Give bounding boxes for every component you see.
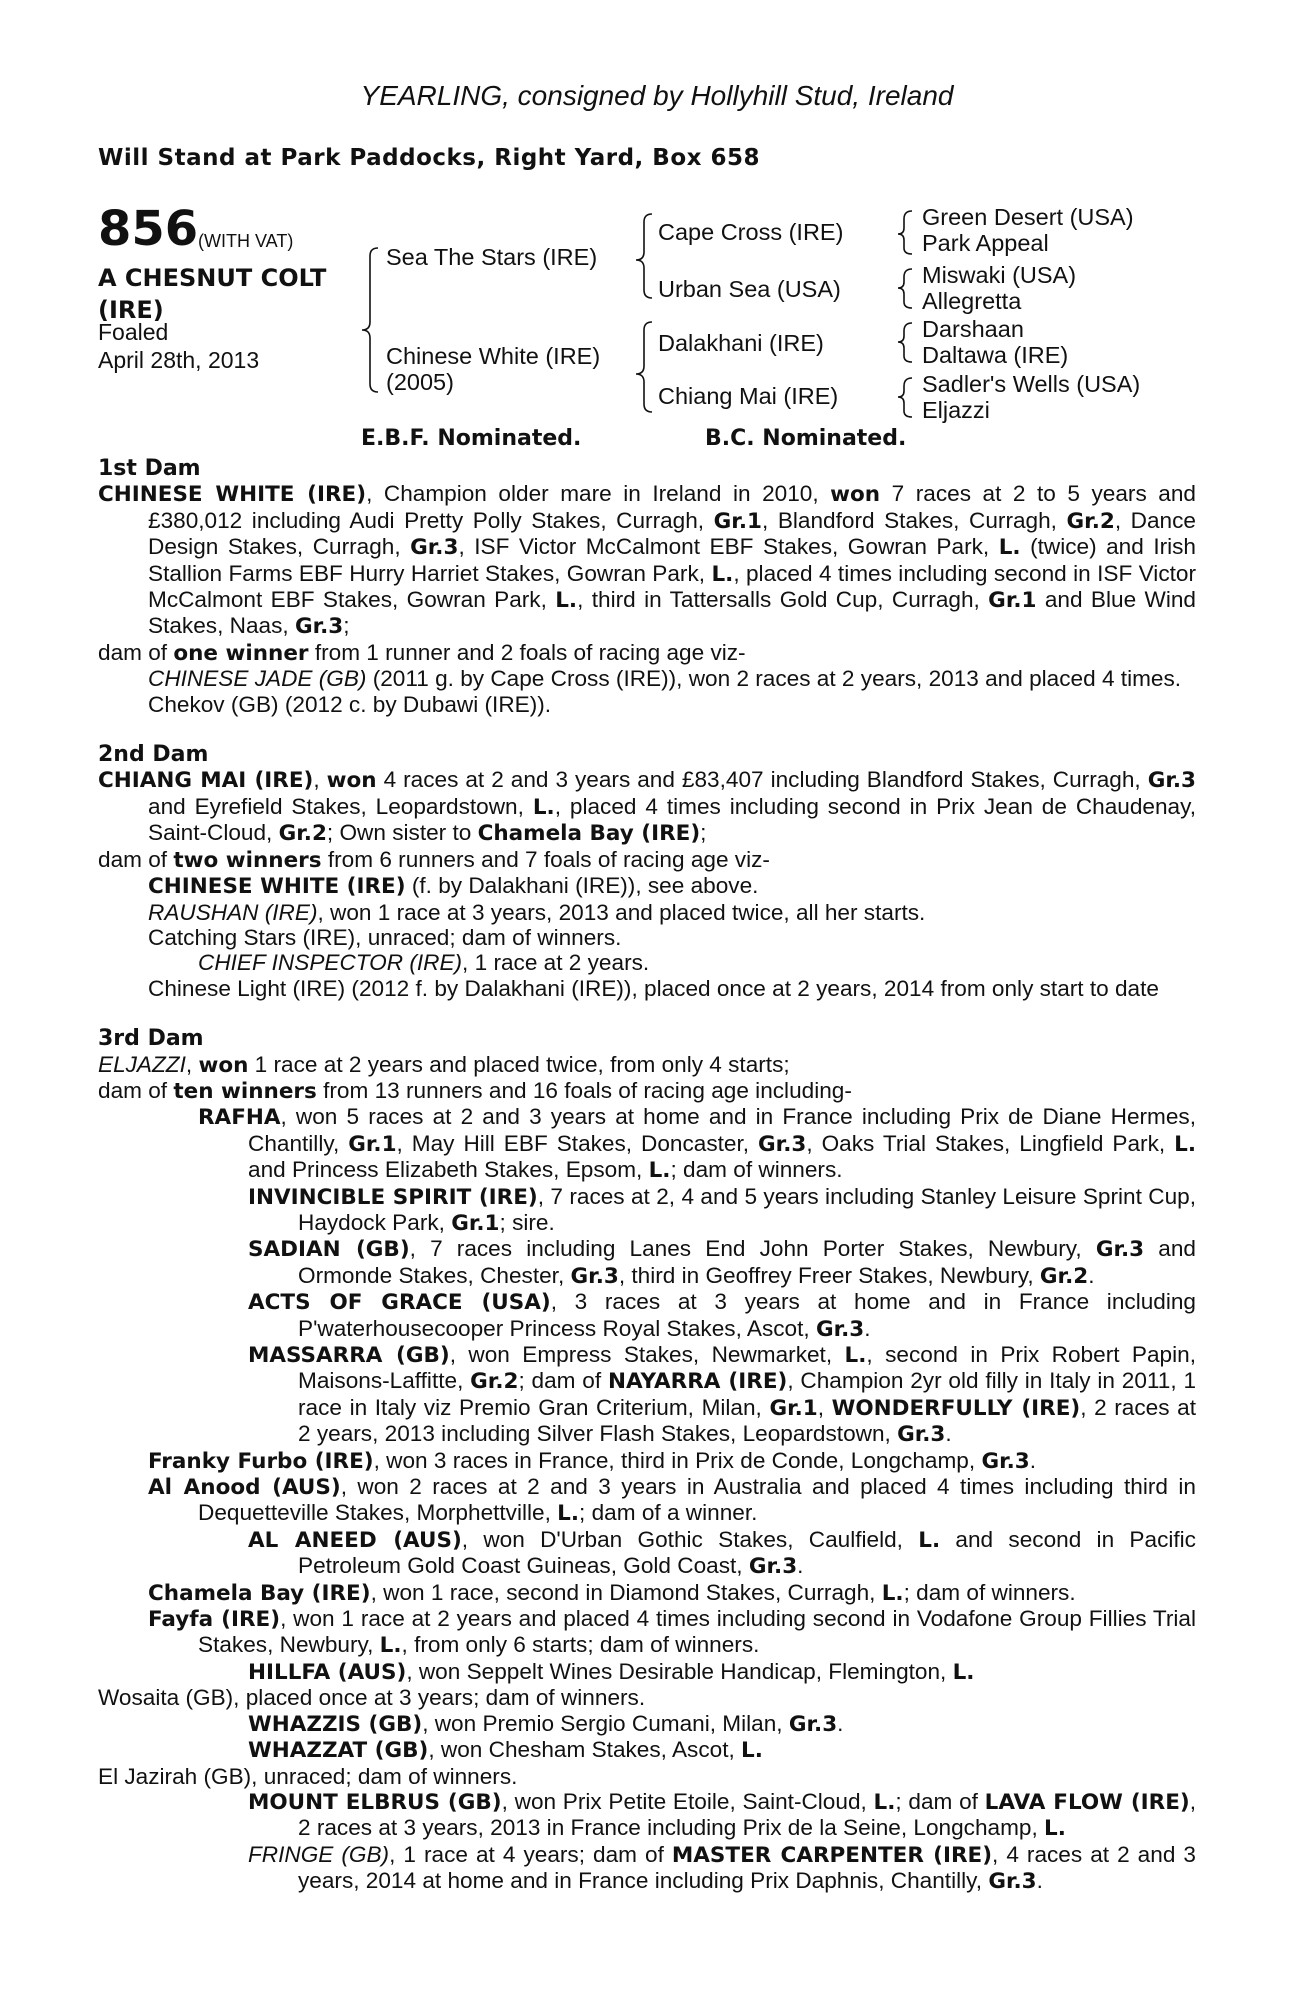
vat-note: (WITH VAT) <box>198 231 294 251</box>
second-dam-produce-summary: dam of two winners from 6 runners and 7 foals of racing age viz- <box>98 846 770 873</box>
sire-dam-name: Urban Sea (USA) <box>658 276 841 302</box>
first-dam-produce-summary: dam of one winner from 1 runner and 2 foals of racing age viz- <box>98 639 746 666</box>
produce-entry: Wosaita (GB), placed once at 3 years; dam of winners. <box>98 1685 646 1711</box>
produce-entry: CHINESE WHITE (IRE) (f. by Dalakhani (IRE)), see above. <box>148 873 759 900</box>
second-dam-record: CHIANG MAI (IRE), won 4 races at 2 and 3 years and £83,407 including Blandford Stakes, Curragh, Gr.3 and Eyrefield Stakes, Leopardstown, L., placed 4 times including second in Prix Jean de Chaudenay, Saint-Cloud, Gr.2; Own sister to Chamela Bay (IRE); <box>98 767 1196 847</box>
second-dam-heading: 2nd Dam <box>98 742 209 768</box>
produce-entry: SADIAN (GB), 7 races including Lanes End John Porter Stakes, Newbury, Gr.3 and Ormonde Stakes, Chester, Gr.3, third in Geoffrey Freer Stakes, Newbury, Gr.2. <box>248 1236 1196 1289</box>
produce-entry: Chekov (GB) (2012 c. by Dubawi (IRE)). <box>148 691 552 717</box>
produce-entry: WHAZZIS (GB), won Premio Sergio Cumani, Milan, Gr.3. <box>248 1710 844 1737</box>
grandparent-name: Park Appeal <box>922 230 1049 256</box>
sire-name: Sea The Stars (IRE) <box>386 244 598 270</box>
grandparent-name: Allegretta <box>922 288 1022 314</box>
produce-entry: HILLFA (AUS), won Seppelt Wines Desirable Handicap, Flemington, L. <box>248 1658 975 1685</box>
produce-entry: FRINGE (GB), 1 race at 4 years; dam of MASTER CARPENTER (IRE), 4 races at 2 and 3 years, 2014 at home and in France including Prix Daphnis, Chantilly, Gr.3. <box>248 1841 1196 1895</box>
pedigree-notes <box>98 456 1196 1895</box>
bc-nominated: B.C. Nominated. <box>705 426 907 451</box>
bracket-g3 <box>898 323 912 362</box>
bracket-sire <box>636 214 652 298</box>
produce-entry: MOUNT ELBRUS (GB), won Prix Petite Etoile, Saint-Cloud, L.; dam of LAVA FLOW (IRE), 2 races at 3 years, 2013 in France including Prix de la Seine, Longchamp, L. <box>248 1788 1196 1842</box>
bracket-g4 <box>898 378 912 417</box>
produce-entry: Catching Stars (IRE), unraced; dam of winners. <box>148 924 622 950</box>
bracket-g1 <box>898 211 912 254</box>
third-dam-heading: 3rd Dam <box>98 1026 204 1052</box>
bracket-dam <box>636 322 652 412</box>
grandparent-name: Eljazzi <box>922 397 990 423</box>
first-dam-heading: 1st Dam <box>98 456 201 481</box>
lot-number: 856 <box>98 201 199 257</box>
produce-entry: Chinese Light (IRE) (2012 f. by Dalakhani (IRE)), placed once at 2 years, 2014 from only start to date <box>148 975 1159 1001</box>
produce-entry: El Jazirah (GB), unraced; dam of winners. <box>98 1763 518 1789</box>
consignor-title: YEARLING, consigned by Hollyhill Stud, Ireland <box>360 80 954 111</box>
dam-sire-name: Dalakhani (IRE) <box>658 330 824 356</box>
foaled-label: Foaled <box>98 319 169 345</box>
grandparent-name: Green Desert (USA) <box>922 204 1134 230</box>
produce-entry: INVINCIBLE SPIRIT (IRE), 7 races at 2, 4 and 5 years including Stanley Leisure Sprint Cup, Haydock Park, Gr.1; sire. <box>248 1183 1196 1236</box>
produce-entry: CHIEF INSPECTOR (IRE), 1 race at 2 years. <box>198 950 650 976</box>
bracket-sire-dam <box>362 248 378 392</box>
sire-sire-name: Cape Cross (IRE) <box>658 219 844 245</box>
foaled-date: April 28th, 2013 <box>98 347 260 373</box>
dam-name: Chinese White (IRE) <box>386 343 601 369</box>
grandparent-name: Darshaan <box>922 316 1024 342</box>
produce-entry: RAFHA, won 5 races at 2 and 3 years at home and in France including Prix de Diane Hermes, Chantilly, Gr.1, May Hill EBF Stakes, Doncaster, Gr.3, Oaks Trial Stakes, Lingfield Park, L. and Princess Elizabeth Stakes, Epsom, L.; dam of winners. <box>198 1104 1197 1184</box>
grandparent-name: Sadler's Wells (USA) <box>922 371 1141 397</box>
lot-description-line: (IRE) <box>98 296 164 324</box>
grandparent-name: Daltawa (IRE) <box>922 342 1069 368</box>
produce-entry: Al Anood (AUS), won 2 races at 2 and 3 years in Australia and placed 4 times including third in Dequetteville Stakes, Morphettville, L.; dam of a winner. <box>148 1474 1196 1527</box>
dam-dam-name: Chiang Mai (IRE) <box>658 383 839 409</box>
dam-year: (2005) <box>386 369 454 395</box>
first-dam-record: CHINESE WHITE (IRE), Champion older mare in Ireland in 2010, won 7 races at 2 to 5 years and £380,012 including Audi Pretty Polly Stakes, Curragh, Gr.1, Blandford Stakes, Curragh, Gr.2, Dance Design Stakes, Curragh, Gr.3, ISF Victor McCalmont EBF Stakes, Gowran Park, L. (twice) and Irish Stallion Farms EBF Hurry Harriet Stakes, Gowran Park, L., placed 4 times including second in ISF Victor McCalmont EBF Stakes, Gowran Park, L., third in Tattersalls Gold Cup, Curragh, Gr.1 and Blue Wind Stakes, Naas, Gr.3; <box>98 481 1196 640</box>
produce-entry: RAUSHAN (IRE), won 1 race at 3 years, 2013 and placed twice, all her starts. <box>148 899 926 925</box>
produce-entry: Franky Furbo (IRE), won 3 races in France, third in Prix de Conde, Longchamp, Gr.3. <box>148 1447 1037 1474</box>
grandparent-name: Miswaki (USA) <box>922 262 1077 288</box>
ebf-nominated: E.B.F. Nominated. <box>361 426 582 451</box>
stand-location: Will Stand at Park Paddocks, Right Yard, Box 658 <box>98 145 760 171</box>
produce-entry: Fayfa (IRE), won 1 race at 2 years and placed 4 times including second in Vodafone Group Fillies Trial Stakes, Newbury, L., from only 6 starts; dam of winners. <box>148 1606 1196 1659</box>
produce-entry: ACTS OF GRACE (USA), 3 races at 3 years at home and in France including P'waterhousecooper Princess Royal Stakes, Ascot, Gr.3. <box>248 1289 1196 1342</box>
produce-entry: Chamela Bay (IRE), won 1 race, second in Diamond Stakes, Curragh, L.; dam of winners. <box>148 1579 1076 1606</box>
produce-entry: CHINESE JADE (GB) (2011 g. by Cape Cross (IRE)), won 2 races at 2 years, 2013 and placed 4 times. <box>148 666 1182 692</box>
third-dam-produce-summary: dam of ten winners from 13 runners and 16 foals of racing age including- <box>98 1077 852 1104</box>
produce-entry: WHAZZAT (GB), won Chesham Stakes, Ascot, L. <box>248 1737 763 1764</box>
produce-entry: MASSARRA (GB), won Empress Stakes, Newmarket, L., second in Prix Robert Papin, Maisons-Laffitte, Gr.2; dam of NAYARRA (IRE), Champion 2yr old filly in Italy in 2011, 1 race in Italy viz Premio Gran Criterium, Milan, Gr.1, WONDERFULLY (IRE), 2 races at 2 years, 2013 including Silver Flash Stakes, Leopardstown, Gr.3. <box>248 1342 1197 1448</box>
produce-entry: AL ANEED (AUS), won D'Urban Gothic Stakes, Caulfield, L. and second in Pacific Petroleum Gold Coast Guineas, Gold Coast, Gr.3. <box>248 1526 1196 1580</box>
lot-description-line: A CHESNUT COLT <box>98 264 327 292</box>
third-dam-record: ELJAZZI, won 1 race at 2 years and placed twice, from only 4 starts; <box>98 1051 790 1078</box>
bracket-g2 <box>898 269 912 308</box>
